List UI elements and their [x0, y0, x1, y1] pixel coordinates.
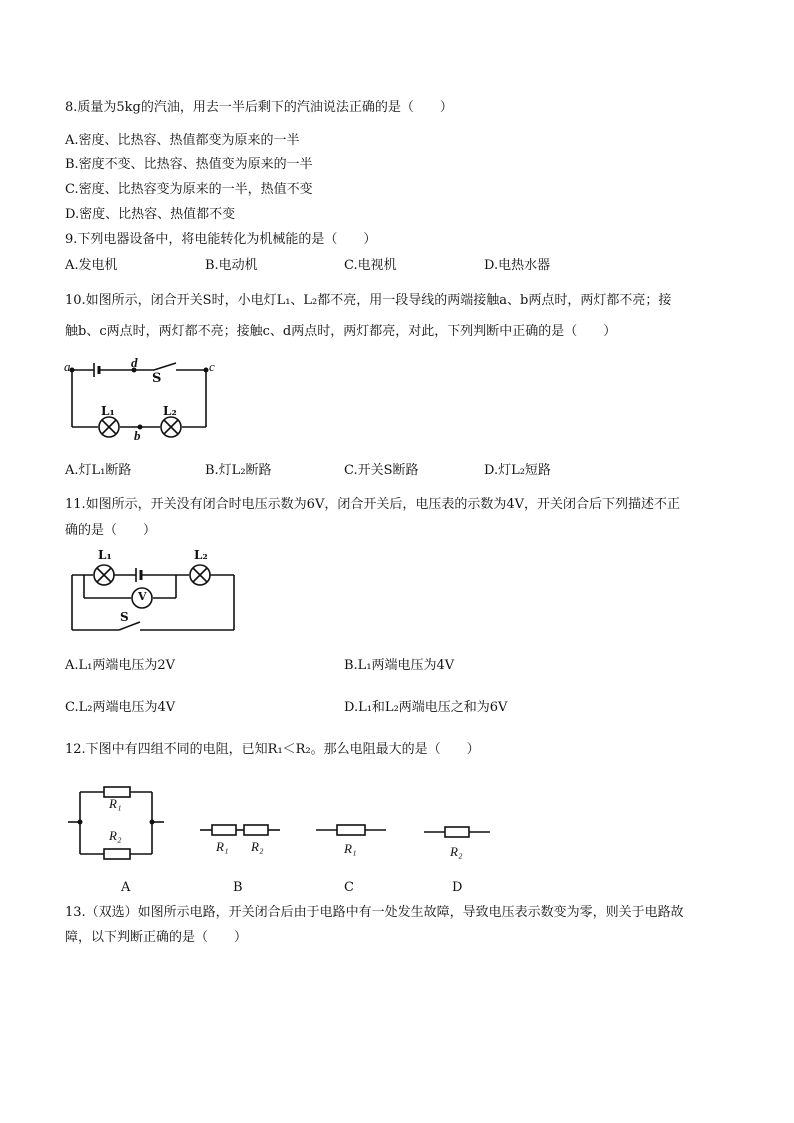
q10-label-c: c: [209, 359, 215, 374]
q12-resistor-diagrams: [64, 782, 494, 872]
q8-option-b: B.密度不变、比热容、热值变为原来的一半: [65, 157, 313, 172]
q10-label-a: a: [64, 359, 71, 374]
q9-stem: 9.下列电器设备中，将电能转化为机械能的是（ ）: [65, 232, 377, 247]
q13-stem-line1: 13.（双选）如图所示电路，开关闭合后由于电路中有一处发生故障，导致电压表示数变为零，则关于电路故: [65, 905, 684, 920]
q10-label-l2: L₂: [163, 404, 177, 418]
q10-stem-line2: 触b、c两点时，两灯都不亮；接触c、d两点时，两灯都亮，对此，下列判断中正确的是（ ）: [65, 324, 617, 339]
q10-label-s: S: [152, 371, 162, 386]
q8-stem: 8.质量为5kg的汽油，用去一半后剩下的汽油说法正确的是（ ）: [65, 100, 453, 115]
q11-label-l1: L₁: [98, 548, 112, 562]
q12-c-label-r1: R₁: [344, 841, 357, 856]
q9-option-c: C.电视机: [344, 258, 397, 273]
q10-option-d: D.灯L₂短路: [484, 463, 551, 478]
q11-circuit-diagram: [64, 548, 244, 638]
q11-option-b: B.L₁两端电压为4V: [344, 658, 455, 673]
q10-circuit-svg: [64, 355, 224, 445]
q11-option-c: C.L₂两端电压为4V: [65, 700, 176, 715]
q9-option-b: B.电动机: [205, 258, 258, 273]
q11-circuit-svg: [64, 548, 244, 638]
q11-label-s: S: [120, 610, 129, 624]
q12-resistor-svg: [64, 782, 494, 872]
q8-option-d: D.密度、比热容、热值都不变: [65, 207, 236, 222]
q9-option-a: A.发电机: [65, 258, 118, 273]
q9-option-d: D.电热水器: [484, 258, 551, 273]
q12-caption-a: A: [121, 880, 131, 895]
q8-option-c: C.密度、比热容变为原来的一半，热值不变: [65, 182, 313, 197]
q10-option-c: C.开关S断路: [344, 463, 419, 478]
q12-caption-c: C: [344, 880, 354, 895]
q12-caption-b: B: [233, 880, 243, 895]
q8-option-a: A.密度、比热容、热值都变为原来的一半: [65, 133, 300, 148]
q10-label-d: d: [131, 355, 138, 370]
q10-option-b: B.灯L₂断路: [205, 463, 272, 478]
q10-stem-line1: 10.如图所示，闭合开关S时，小电灯L₁、L₂都不亮，用一段导线的两端接触a、b两点时，两灯都不亮；接: [65, 293, 672, 308]
q12-stem: 12.下图中有四组不同的电阻，已知R₁＜R₂。那么电阻最大的是（ ）: [65, 742, 480, 757]
q12-a-label-r2: R₂: [109, 828, 122, 843]
q11-stem-line2: 确的是（ ）: [65, 523, 157, 538]
q11-label-v: V: [138, 590, 147, 603]
q10-circuit-diagram: [64, 355, 224, 445]
q11-option-d: D.L₁和L₂两端电压之和为6V: [344, 700, 508, 715]
q10-label-b: b: [134, 428, 141, 443]
q12-b-label-r2: R₂: [251, 839, 264, 854]
q11-label-l2: L₂: [194, 548, 208, 562]
q10-option-a: A.灯L₁断路: [65, 463, 132, 478]
q11-option-a: A.L₁两端电压为2V: [65, 658, 176, 673]
q12-a-label-r1: R₁: [109, 796, 122, 811]
q12-caption-d: D: [452, 880, 463, 895]
q12-b-label-r1: R₁: [216, 839, 229, 854]
q11-stem-line1: 11.如图所示，开关没有闭合时电压示数为6V，闭合开关后，电压表的示数为4V，开关闭合后下列描述不正: [65, 497, 680, 512]
q13-stem-line2: 障，以下判断正确的是（ ）: [65, 930, 248, 945]
q10-label-l1: L₁: [101, 404, 115, 418]
q12-d-label-r2: R₂: [450, 844, 463, 859]
